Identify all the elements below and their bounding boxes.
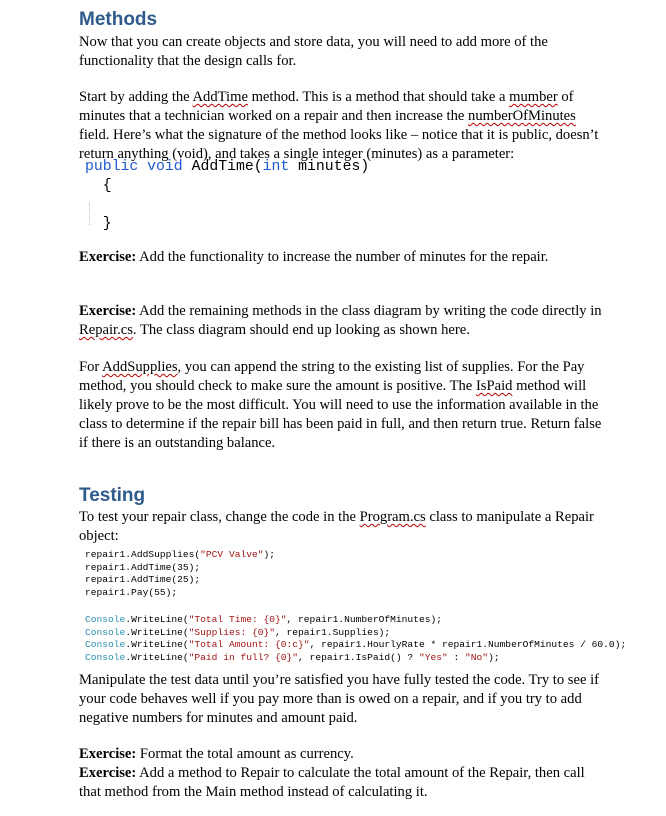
code-string: "Supplies: {0}" — [188, 626, 276, 638]
exercise-label: Exercise: — [79, 303, 137, 319]
code-text: , repair1.HourlyRate * repair1.NumberOfMinutes / 60.0); — [309, 639, 627, 651]
code-string: "No" — [465, 651, 489, 663]
manipulate-paragraph — [79, 671, 659, 728]
text-run: To test your repair class, change the code in the — [79, 509, 360, 525]
text-line: Now that you can create objects and store data, you will need to add more of the — [79, 34, 548, 50]
code-text: , repair1.Supplies); — [275, 626, 391, 638]
code-text: : — [447, 651, 466, 663]
code-keyword: int — [262, 159, 290, 175]
code-text: .WriteLine( — [125, 626, 189, 638]
text-line: your code behaves well if you pay more than is owed on a repair, and if you try to add — [79, 691, 582, 707]
code-class-name: Console — [85, 651, 126, 663]
code-class-name: Console — [85, 614, 126, 625]
code-text: .WriteLine( — [125, 651, 189, 663]
text-line: negative numbers for minutes and amount paid. — [79, 710, 358, 726]
text-line: that method from the Main method instead of calculating it. — [79, 784, 428, 800]
text-line: likely prove to be the most difficult. You will need to use the information available in the — [79, 397, 599, 413]
code-class-name: Console — [85, 626, 126, 638]
text-run: For — [79, 359, 103, 375]
code-line: repair1.AddTime(25); — [85, 574, 201, 586]
code-text: , repair1.IsPaid() ? — [298, 651, 419, 663]
spelling-flag-word: Repair.cs — [79, 322, 133, 338]
text-line: object: — [79, 528, 119, 544]
exercise-text: Format the total amount as currency. — [136, 746, 354, 762]
exercise-text: Add a method to Repair to calculate the total amount of the Repair, then call — [136, 765, 585, 781]
text-run: method, you should check to make sure the amount is positive. The — [79, 378, 476, 394]
spelling-flag-word: IsPaid — [475, 378, 513, 394]
text-line: Manipulate the test data until you’re satisfied you have fully tested the code. Try to see if — [79, 672, 599, 688]
methods-heading: Methods — [79, 9, 158, 30]
code-brace-close: } — [102, 216, 112, 232]
exercise-3-4 — [79, 745, 659, 802]
code-class-name: Console — [85, 639, 126, 651]
text-run: class to manipulate a Repair — [425, 509, 594, 525]
code-text: , repair1.NumberOfMinutes); — [286, 614, 442, 625]
exercise-2 — [79, 302, 659, 340]
text-run: Start by adding the — [79, 89, 193, 105]
text-run: minutes that a technician worked on a repair and then increase the — [79, 108, 469, 124]
code-line: repair1.Pay(55); — [85, 586, 178, 598]
text-run: of — [557, 89, 574, 105]
spelling-flag-word: Program.cs — [359, 509, 426, 525]
spelling-flag-word: AddSupplies — [102, 359, 178, 375]
code-text: .WriteLine( — [125, 639, 189, 651]
text-run: method will — [512, 378, 587, 394]
code-indent-guide — [89, 203, 90, 225]
exercise-label: Exercise: — [79, 249, 137, 265]
code-text: ); — [263, 549, 276, 560]
exercise-label: Exercise: — [79, 765, 137, 781]
code-brace-open: { — [102, 178, 112, 194]
text-line: field. Here’s what the signature of the method looks like – notice that it is public, doesn’t — [79, 127, 599, 143]
method-signature-code — [85, 158, 369, 234]
text-line: if there is an outstanding balance. — [79, 435, 276, 451]
text-line: class to determine if the repair bill has been paid in full, and then return true. Return false — [79, 416, 602, 432]
code-string: "Total Amount: {0:c}" — [188, 639, 310, 651]
exercise-label: Exercise: — [79, 746, 137, 762]
spelling-flag-word: mumber — [509, 89, 558, 105]
code-text: AddTime( — [191, 159, 263, 175]
code-string: "Paid in full? {0}" — [188, 651, 299, 663]
supplies-paragraph — [79, 358, 659, 453]
code-text: minutes) — [298, 159, 370, 175]
code-keyword: void — [147, 159, 183, 175]
code-text: .WriteLine( — [125, 614, 189, 625]
text-run: , you can append the string to the existing list of supplies. For the Pay — [177, 359, 585, 375]
text-run: . The class diagram should end up looking as shown here. — [132, 322, 470, 338]
methods-intro-paragraph — [79, 33, 659, 71]
code-string: "PCV Valve" — [200, 549, 264, 560]
test-code-block-2 — [85, 614, 626, 664]
code-line: repair1.AddTime(35); — [85, 561, 201, 573]
code-text: ); — [488, 651, 500, 663]
exercise-1 — [79, 248, 659, 267]
code-text: repair1.AddSupplies( — [85, 549, 201, 560]
spelling-flag-word: numberOfMinutes — [468, 108, 576, 124]
text-run: method. This is a method that should take a — [247, 89, 510, 105]
code-string: "Total Time: {0}" — [188, 614, 287, 625]
exercise-text: Add the functionality to increase the number of minutes for the repair. — [136, 249, 549, 265]
spelling-flag-word: AddTime — [192, 89, 248, 105]
test-code-block-1 — [85, 549, 275, 599]
testing-intro-paragraph — [79, 508, 659, 546]
text-line: functionality that the design calls for. — [79, 53, 297, 69]
text-line: return anything (void), and takes a single integer (minutes) as a parameter: — [79, 146, 515, 162]
code-keyword: public — [85, 159, 139, 175]
testing-heading: Testing — [79, 485, 146, 506]
addtime-paragraph — [79, 88, 659, 164]
code-string: "Yes" — [418, 651, 448, 663]
exercise-text: Add the remaining methods in the class diagram by writing the code directly in — [136, 303, 602, 319]
